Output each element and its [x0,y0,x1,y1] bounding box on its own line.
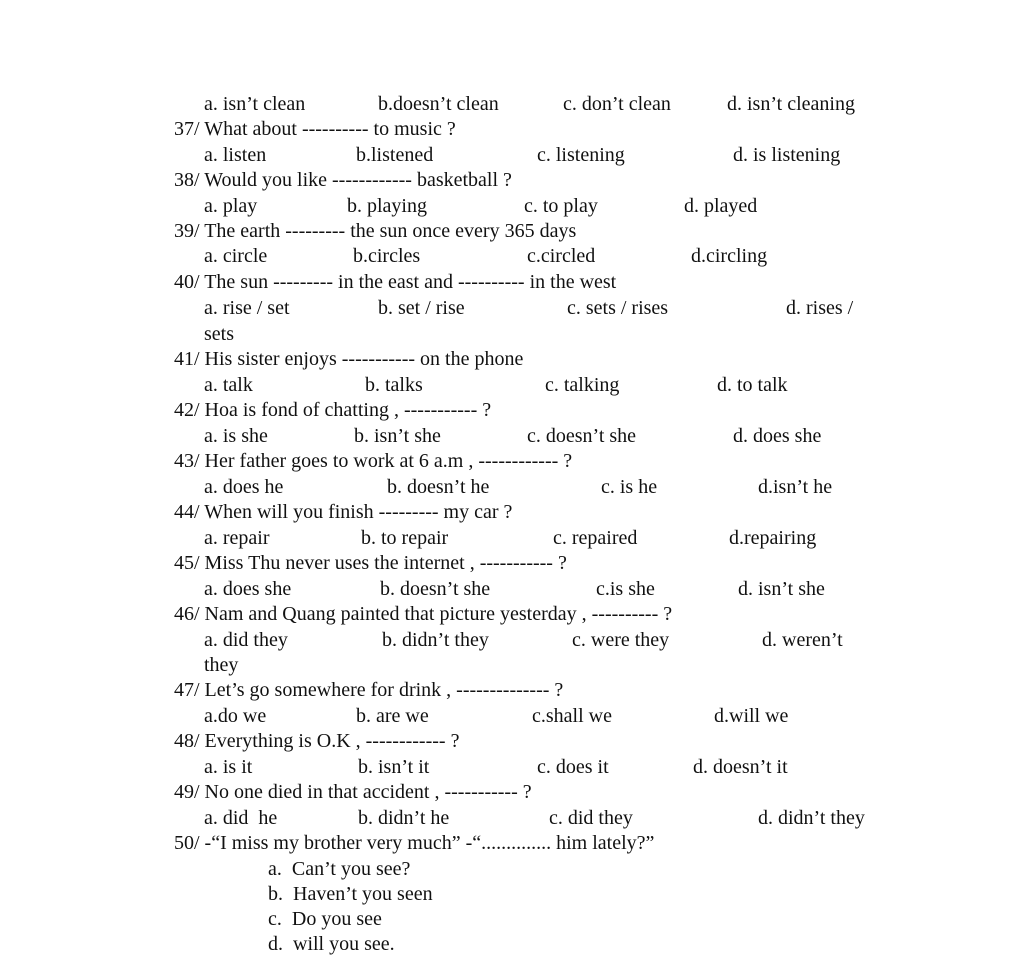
option-a: a. did he [204,807,278,829]
option-d: d. isn’t cleaning [727,93,855,115]
option-d: d. rises / [786,297,854,319]
option-b: b.doesn’t clean [378,93,499,115]
question-43: 43/ Her father goes to work at 6 a.m , ------------ ? [174,450,573,472]
option-a: a. circle [204,245,268,267]
option-b: b.circles [353,245,421,267]
option-c: c. talking [545,374,620,396]
question-39: 39/ The earth --------- the sun once every 365 days [174,220,577,242]
option-b: b. didn’t he [358,807,450,829]
option-c: c. listening [537,144,625,166]
option-d: d.isn’t he [758,476,833,498]
option-b: b. doesn’t he [387,476,490,498]
option-a: a. listen [204,144,267,166]
option-c: c.is she [596,578,655,600]
option-c: c.circled [527,245,596,267]
option-c: c.shall we [532,705,612,727]
option-c: c. don’t clean [563,93,671,115]
question-49: 49/ No one died in that accident , ----------- ? [174,781,532,803]
option-c: c. Do you see [268,908,382,930]
option-b: b. didn’t they [382,629,489,651]
option-a: a. Can’t you see? [268,858,411,880]
option-c: c. sets / rises [567,297,669,319]
question-41: 41/ His sister enjoys ----------- on the phone [174,348,524,370]
question-45: 45/ Miss Thu never uses the internet , ----------- ? [174,552,567,574]
option-a: a. is it [204,756,253,778]
option-a: a. did they [204,629,288,651]
option-continuation: sets [204,323,234,345]
option-c: c. were they [572,629,670,651]
option-b: b. to repair [361,527,449,549]
question-37: 37/ What about ---------- to music ? [174,118,456,140]
option-d: d. didn’t they [758,807,865,829]
option-d: d. does she [733,425,822,447]
question-44: 44/ When will you finish --------- my car ? [174,501,513,523]
option-c: c. did they [549,807,633,829]
option-b: b. playing [347,195,427,217]
question-47: 47/ Let’s go somewhere for drink , -------------- ? [174,679,564,701]
question-46: 46/ Nam and Quang painted that picture yesterday , ---------- ? [174,603,673,625]
option-b: b.listened [356,144,434,166]
option-c: c. does it [537,756,609,778]
question-38: 38/ Would you like ------------ basketball ? [174,169,512,191]
option-d: d. is listening [733,144,841,166]
option-a: a. isn’t clean [204,93,306,115]
option-d: d.will we [714,705,789,727]
question-48: 48/ Everything is O.K , ------------ ? [174,730,460,752]
option-a: a. talk [204,374,253,396]
option-d: d.repairing [729,527,817,549]
question-40: 40/ The sun --------- in the east and ---------- in the west [174,271,617,293]
option-b: b. are we [356,705,429,727]
option-a: a. is she [204,425,268,447]
question-50: 50/ -“I miss my brother very much” -“.............. him lately?” [174,832,655,854]
option-d: d. isn’t she [738,578,825,600]
option-d: d. to talk [717,374,788,396]
option-a: a. does he [204,476,284,498]
option-d: d. doesn’t it [693,756,788,778]
option-continuation: they [204,654,239,676]
option-b: b. set / rise [378,297,465,319]
option-c: c. doesn’t she [527,425,637,447]
option-b: b. doesn’t she [380,578,491,600]
option-b: b. Haven’t you seen [268,883,433,905]
option-c: c. is he [601,476,658,498]
option-a: a. does she [204,578,292,600]
option-a: a. play [204,195,258,217]
option-c: c. repaired [553,527,638,549]
option-a: a. repair [204,527,270,549]
option-a: a. rise / set [204,297,290,319]
option-d: d. will you see. [268,933,395,955]
option-b: b. talks [365,374,423,396]
option-d: d. weren’t [762,629,843,651]
option-b: b. isn’t she [354,425,441,447]
option-b: b. isn’t it [358,756,430,778]
option-d: d. played [684,195,758,217]
option-d: d.circling [691,245,768,267]
option-c: c. to play [524,195,598,217]
question-42: 42/ Hoa is fond of chatting , ----------- ? [174,399,492,421]
option-a: a.do we [204,705,267,727]
